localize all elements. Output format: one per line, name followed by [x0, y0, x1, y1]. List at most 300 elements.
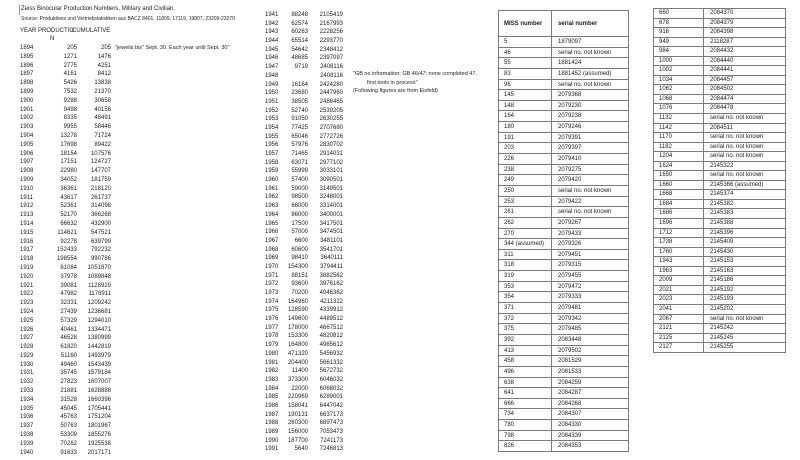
year-cell: 1918 [20, 256, 34, 263]
year-cell: 1970 [265, 263, 279, 270]
miss-row [499, 48, 628, 59]
serial-number-cell: serial no. not known [710, 172, 764, 179]
cumulative-cell: 432900 [90, 220, 111, 227]
miss-row [499, 101, 628, 112]
year-cell: 1975 [265, 307, 279, 314]
cumulative-cell: 3794411 [320, 263, 343, 270]
cumulative-cell: 1089848 [87, 273, 111, 280]
miss-row [499, 431, 628, 442]
miss-row [654, 286, 785, 296]
miss-row [499, 69, 628, 80]
year-cell: 1988 [265, 420, 279, 427]
production-cell: 47982 [60, 291, 77, 298]
serial-number-cell: 2079246 [558, 124, 582, 131]
miss-row [499, 303, 628, 314]
year-row [265, 159, 343, 168]
year-cell: 1965 [265, 220, 279, 227]
miss-row [499, 399, 628, 410]
miss-row [499, 154, 628, 165]
miss-row [654, 152, 785, 162]
miss-table-header-row [499, 11, 628, 37]
serial-number-cell: 2084398 [710, 29, 734, 36]
cumulative-cell: 181759 [90, 176, 111, 183]
miss-row [499, 218, 628, 229]
year-cell: 1931 [20, 370, 34, 377]
miss-row [499, 378, 628, 389]
cumulative-cell: 1209242 [87, 300, 111, 307]
miss-row [499, 292, 628, 303]
production-cell: 471320 [287, 350, 308, 357]
production-cell: 9288 [63, 97, 77, 104]
cumulative-cell: 7246813 [319, 446, 343, 453]
cumulative-cell: 40156 [94, 106, 111, 113]
serial-number-cell: 1881452 (assumed) [558, 70, 612, 77]
year-cell: 1977 [265, 324, 279, 331]
miss-number-cell: 1684 [654, 200, 704, 209]
year-cell: 1915 [20, 229, 34, 236]
production-cell: 7532 [63, 88, 77, 95]
miss-number-cell: 1068 [654, 95, 704, 104]
year-row [20, 158, 111, 167]
year-row [20, 422, 111, 431]
miss-number-cell: 1170 [654, 133, 704, 142]
cumulative-cell: 4820812 [319, 333, 343, 340]
production-cell: 40461 [60, 326, 77, 333]
year-row [20, 413, 111, 422]
cumulative-cell: 2486465 [319, 98, 343, 105]
miss-number-cell: 344 (assumed) [499, 239, 552, 249]
production-cell: 77425 [291, 124, 308, 131]
serial-number-cell: serial no. not known [710, 153, 764, 160]
miss-row [654, 181, 785, 191]
year-cell: 1974 [265, 298, 279, 305]
serial-number-cell: 2084330 [558, 422, 582, 429]
cumulative-cell: 3882562 [319, 272, 343, 279]
miss-number-cell: 145 [499, 90, 552, 100]
production-cell: 51160 [60, 352, 77, 359]
serial-number-cell: 2079238 [558, 113, 582, 120]
serial-number-cell: 2079433 [558, 230, 582, 237]
serial-number-cell: 2079451 [558, 251, 582, 258]
year-row [265, 124, 343, 133]
year-cell: 1920 [20, 273, 34, 280]
miss-row [654, 257, 785, 267]
year-row [265, 324, 343, 333]
miss-number-cell: 2009 [654, 276, 704, 285]
year-row [265, 211, 343, 220]
miss-number-cell: 826 [499, 441, 552, 451]
miss-row [499, 143, 628, 154]
cumulative-cell: 1476 [97, 53, 111, 60]
miss-row [654, 238, 785, 248]
column-header-production: PRODUCTIO [38, 28, 74, 34]
year-cell: 1914 [20, 220, 34, 227]
miss-number-cell: 2121 [654, 324, 704, 333]
year-row [265, 411, 343, 420]
cumulative-cell: 1751204 [87, 414, 111, 421]
miss-number-cell: 1034 [654, 76, 704, 85]
year-row [265, 263, 343, 272]
year-row [20, 255, 111, 264]
year-cell: 1896 [20, 62, 34, 69]
production-cell: 65046 [291, 133, 308, 140]
miss-number-cell: 1624 [654, 162, 704, 171]
miss-number-cell: 55 [499, 58, 552, 68]
year-row [265, 115, 343, 124]
miss-number-cell: 164 [499, 111, 552, 121]
year-row [265, 89, 343, 98]
serial-number-cell: 2079391 [558, 134, 582, 141]
miss-number-cell: 2021 [654, 286, 704, 295]
year-cell: 1981 [265, 359, 279, 366]
serial-number-cell: 2079502 [558, 347, 582, 354]
miss-row [499, 409, 628, 420]
year-row [20, 431, 111, 440]
miss-row [499, 207, 628, 218]
production-cell: 373300 [287, 376, 308, 383]
miss-row [499, 229, 628, 240]
note-jeweils-bis: "jeweils bis" Sept. 30. Each year until Sept. 30" [115, 45, 230, 51]
cumulative-cell: 1925538 [87, 440, 111, 447]
serial-number-cell: 2079275 [558, 166, 582, 173]
year-row [20, 44, 111, 53]
production-cell: 61820 [60, 344, 77, 351]
year-row [20, 114, 111, 123]
cumulative-cell: 3541701 [319, 246, 343, 253]
cumulative-cell: 30658 [94, 97, 111, 104]
serial-number-cell: 2118287 [710, 38, 733, 45]
serial-number-cell: 2084432 [710, 48, 734, 55]
miss-number-cell: 496 [499, 367, 552, 377]
miss-row [654, 334, 785, 344]
production-cell: 60600 [291, 246, 308, 253]
miss-number-cell: 371 [499, 303, 552, 313]
miss-row [654, 209, 785, 219]
miss-number-cell: 1142 [654, 124, 704, 133]
production-cell: 59000 [291, 185, 308, 192]
miss-number-cell: 1660 [654, 181, 704, 190]
year-row [265, 11, 343, 20]
year-cell: 1973 [265, 290, 279, 296]
production-cell: 61084 [60, 264, 77, 271]
year-row [265, 28, 343, 37]
year-cell: 1979 [265, 342, 279, 349]
production-cell: 55999 [291, 168, 308, 175]
miss-number-cell: 798 [499, 431, 552, 441]
production-cell: 18154 [60, 150, 77, 157]
cumulative-cell: 1579184 [87, 370, 111, 377]
cumulative-cell: 6046032 [319, 376, 343, 383]
serial-number-cell: serial no. not known [558, 49, 612, 56]
cumulative-cell: 1380999 [87, 335, 111, 342]
year-row [20, 79, 111, 88]
cumulative-cell: 6897473 [319, 420, 343, 427]
serial-number-cell: 2079267 [558, 219, 582, 226]
cumulative-cell: 7053473 [319, 429, 343, 435]
cumulative-cell: 2914031 [319, 151, 343, 157]
miss-number-cell: 2125 [654, 334, 704, 343]
year-cell: 1963 [265, 203, 279, 210]
year-cell: 1961 [265, 185, 279, 192]
miss-row [499, 250, 628, 261]
serial-number-cell: serial no. not known [558, 209, 612, 216]
production-cell: 198554 [56, 256, 77, 263]
production-cell: 88151 [291, 272, 308, 279]
year-row [265, 359, 343, 368]
note-gb-line-2: first tools in process" [367, 79, 418, 86]
production-cell: 91633 [60, 449, 77, 456]
cumulative-cell: 366268 [90, 212, 111, 219]
miss-number-cell: 1696 [654, 219, 704, 228]
production-cell: 34052 [60, 176, 77, 183]
serial-number-cell: 2079410 [558, 156, 582, 163]
serial-number-cell: 2145366 (assumed) [710, 181, 764, 188]
year-cell: 1941 [265, 12, 279, 18]
year-cell: 1944 [265, 38, 279, 45]
miss-row [499, 346, 628, 357]
miss-number-cell: 148 [499, 101, 552, 111]
production-cell: 9498 [63, 106, 77, 113]
year-cell: 1932 [20, 379, 34, 386]
miss-number-cell: 318 [499, 260, 552, 270]
miss-row [499, 186, 628, 197]
cumulative-cell: 4339912 [319, 307, 343, 314]
year-row [20, 361, 111, 370]
cumulative-cell: 2408116 [320, 72, 343, 79]
cumulative-cell: 205 [100, 45, 111, 51]
serial-number-cell: 2079481 [558, 305, 582, 312]
production-cell: 8335 [63, 115, 77, 122]
miss-row [499, 133, 628, 144]
miss-number-cell: 203 [499, 143, 552, 153]
miss-number-cell: 1668 [654, 190, 704, 199]
production-cell: 204400 [287, 359, 308, 366]
production-cell: 45763 [60, 414, 77, 421]
miss-row [654, 343, 785, 353]
production-cell: 153300 [287, 333, 308, 340]
miss-number-cell: 916 [654, 28, 704, 37]
miss-number-cell: 666 [499, 399, 552, 409]
production-cell: 32331 [60, 300, 77, 307]
production-cell: 62574 [291, 20, 308, 27]
cumulative-cell: 3481101 [320, 237, 343, 244]
cumulative-cell: 6637173 [319, 411, 343, 418]
year-row [20, 132, 111, 141]
serial-number-cell: 2084474 [710, 95, 734, 102]
serial-number-cell: 2079315 [558, 262, 582, 269]
year-cell: 1968 [265, 246, 279, 253]
year-cell: 1902 [20, 115, 34, 122]
miss-row [654, 171, 785, 181]
production-cell: 2775 [63, 62, 77, 69]
cumulative-cell: 4211322 [320, 298, 343, 305]
miss-number-cell: 83 [499, 69, 552, 79]
year-row [265, 141, 343, 150]
year-cell: 1899 [20, 88, 34, 95]
miss-row [499, 165, 628, 176]
year-row [265, 167, 343, 176]
year-row [265, 176, 343, 185]
miss-number-cell: 311 [499, 250, 552, 260]
serial-number-cell: 2145255 [710, 344, 734, 351]
year-cell: 1895 [20, 53, 34, 60]
serial-number-cell: 2079326 [558, 241, 582, 248]
year-row [265, 150, 343, 159]
miss-row [499, 388, 628, 399]
production-cell: 57976 [291, 142, 308, 149]
miss-row [499, 271, 628, 282]
production-cell: 39081 [60, 282, 77, 289]
miss-row [654, 133, 785, 143]
miss-row [654, 95, 785, 105]
year-row [265, 445, 343, 454]
miss-number-cell: 238 [499, 165, 552, 175]
year-cell: 1937 [20, 423, 34, 430]
miss-number-cell: 780 [499, 420, 552, 430]
serial-number-cell: 2145245 [710, 334, 734, 341]
serial-number-cell: serial no. not known [710, 115, 764, 122]
production-cell: 70262 [60, 440, 77, 447]
year-row [20, 88, 111, 97]
production-cell: 70200 [291, 290, 308, 296]
year-row [20, 282, 111, 291]
production-table-1894-1940 [20, 44, 111, 457]
cumulative-cell: 4667512 [319, 324, 343, 331]
cumulative-cell: 48491 [94, 115, 111, 122]
year-cell: 1936 [20, 414, 34, 421]
production-cell: 63071 [291, 159, 308, 166]
year-cell: 1938 [20, 432, 34, 439]
year-row [20, 378, 111, 387]
miss-number-cell: 5 [499, 37, 552, 47]
serial-number-cell: 2084259 [558, 379, 582, 386]
production-cell: 66000 [291, 203, 308, 210]
year-row [20, 290, 111, 299]
miss-row [654, 124, 785, 134]
cumulative-cell: 990786 [90, 256, 111, 263]
miss-row [499, 260, 628, 271]
production-cell: 22980 [60, 168, 77, 175]
production-cell: 128590 [287, 307, 308, 314]
serial-number-cell: 2079368 [558, 92, 582, 99]
cumulative-cell: 124727 [90, 159, 111, 166]
year-row [265, 37, 343, 46]
year-cell: 1921 [20, 282, 34, 289]
miss-number-cell: 1132 [654, 114, 704, 123]
source-line: Source: Produktions und Vertriebstatistiken aus BACZ 8401, 11809, 17119, 19807, 23209-23270 [21, 16, 235, 22]
production-cell: 205 [66, 45, 77, 51]
production-cell: 158041 [287, 402, 308, 409]
miss-number-cell: 1076 [654, 104, 704, 113]
year-cell: 1955 [265, 133, 279, 140]
production-cell: 187700 [287, 437, 308, 444]
year-cell: 1925 [20, 317, 34, 324]
production-cell: 23680 [291, 90, 308, 97]
year-row [20, 326, 111, 335]
miss-row [654, 200, 785, 210]
production-cell: 1271 [63, 53, 77, 60]
year-cell: 1964 [265, 211, 279, 218]
serial-number-cell: 1879097 [558, 39, 582, 45]
year-row [20, 123, 111, 132]
cumulative-cell: 3417501 [319, 220, 343, 227]
cumulative-cell: 3033101 [319, 168, 343, 175]
production-cell: 164960 [287, 298, 308, 305]
year-row [20, 308, 111, 317]
cumulative-cell: 1660396 [87, 396, 111, 403]
year-row [265, 280, 343, 289]
miss-number-cell: 1182 [654, 143, 704, 152]
production-cell: 21881 [60, 388, 77, 395]
serial-number-cell: serial no. not known [710, 143, 764, 150]
year-cell: 1922 [20, 291, 34, 298]
serial-number-cell: 2079342 [558, 315, 582, 322]
production-cell: 149600 [287, 316, 308, 323]
year-row [265, 193, 343, 202]
miss-row [499, 37, 628, 48]
miss-row [499, 80, 628, 91]
miss-row [654, 66, 785, 76]
column-header-production-wrap: N [50, 36, 55, 42]
year-row [20, 273, 111, 282]
cumulative-cell: 4046362 [319, 290, 343, 296]
year-cell: 1897 [20, 71, 34, 78]
year-cell: 1912 [20, 203, 34, 210]
year-row [265, 246, 343, 255]
miss-number-cell: 1000 [654, 57, 704, 66]
production-cell: 91050 [291, 116, 308, 123]
cumulative-cell: 1607007 [87, 379, 111, 386]
miss-number-cell: 372 [499, 314, 552, 324]
year-row [20, 211, 111, 220]
year-cell: 1911 [20, 194, 33, 201]
year-row [265, 332, 343, 341]
production-cell: 31528 [60, 396, 77, 403]
serial-number-cell: 2079420 [558, 177, 582, 184]
miss-number-cell: 226 [499, 154, 552, 164]
serial-number-cell: 2084511 [710, 124, 733, 131]
cell-border-tick [19, 5, 20, 15]
production-cell: 48685 [291, 55, 308, 62]
serial-number-cell: 2145396 [710, 229, 734, 236]
year-row [265, 185, 343, 194]
miss-number-cell: 1738 [654, 238, 704, 247]
miss-number-cell: 2023 [654, 295, 704, 304]
cumulative-cell: 6289001 [319, 394, 343, 401]
serial-number-cell: 2145409 [710, 239, 734, 246]
cumulative-cell: 1705441 [87, 405, 111, 412]
header-miss-number: MISS number [499, 11, 552, 36]
serial-number-cell: 2145153 [710, 258, 734, 265]
year-cell: 1978 [265, 333, 279, 340]
year-row [20, 185, 111, 194]
cumulative-cell: 89422 [94, 141, 111, 148]
cumulative-cell: 1176911 [88, 291, 111, 298]
year-cell: 1945 [265, 46, 279, 53]
miss-row [654, 76, 785, 86]
year-cell: 1942 [265, 20, 279, 27]
year-row [20, 97, 111, 106]
year-cell: 1957 [265, 151, 279, 157]
cumulative-cell: 2539205 [319, 107, 343, 114]
cumulative-cell: 3090501 [319, 177, 343, 184]
serial-number-cell: 2084457 [710, 76, 734, 83]
year-row [20, 343, 111, 352]
production-cell [281, 72, 308, 81]
year-cell: 1929 [20, 352, 34, 359]
year-row [265, 298, 343, 307]
cumulative-cell: 8412 [97, 71, 111, 78]
